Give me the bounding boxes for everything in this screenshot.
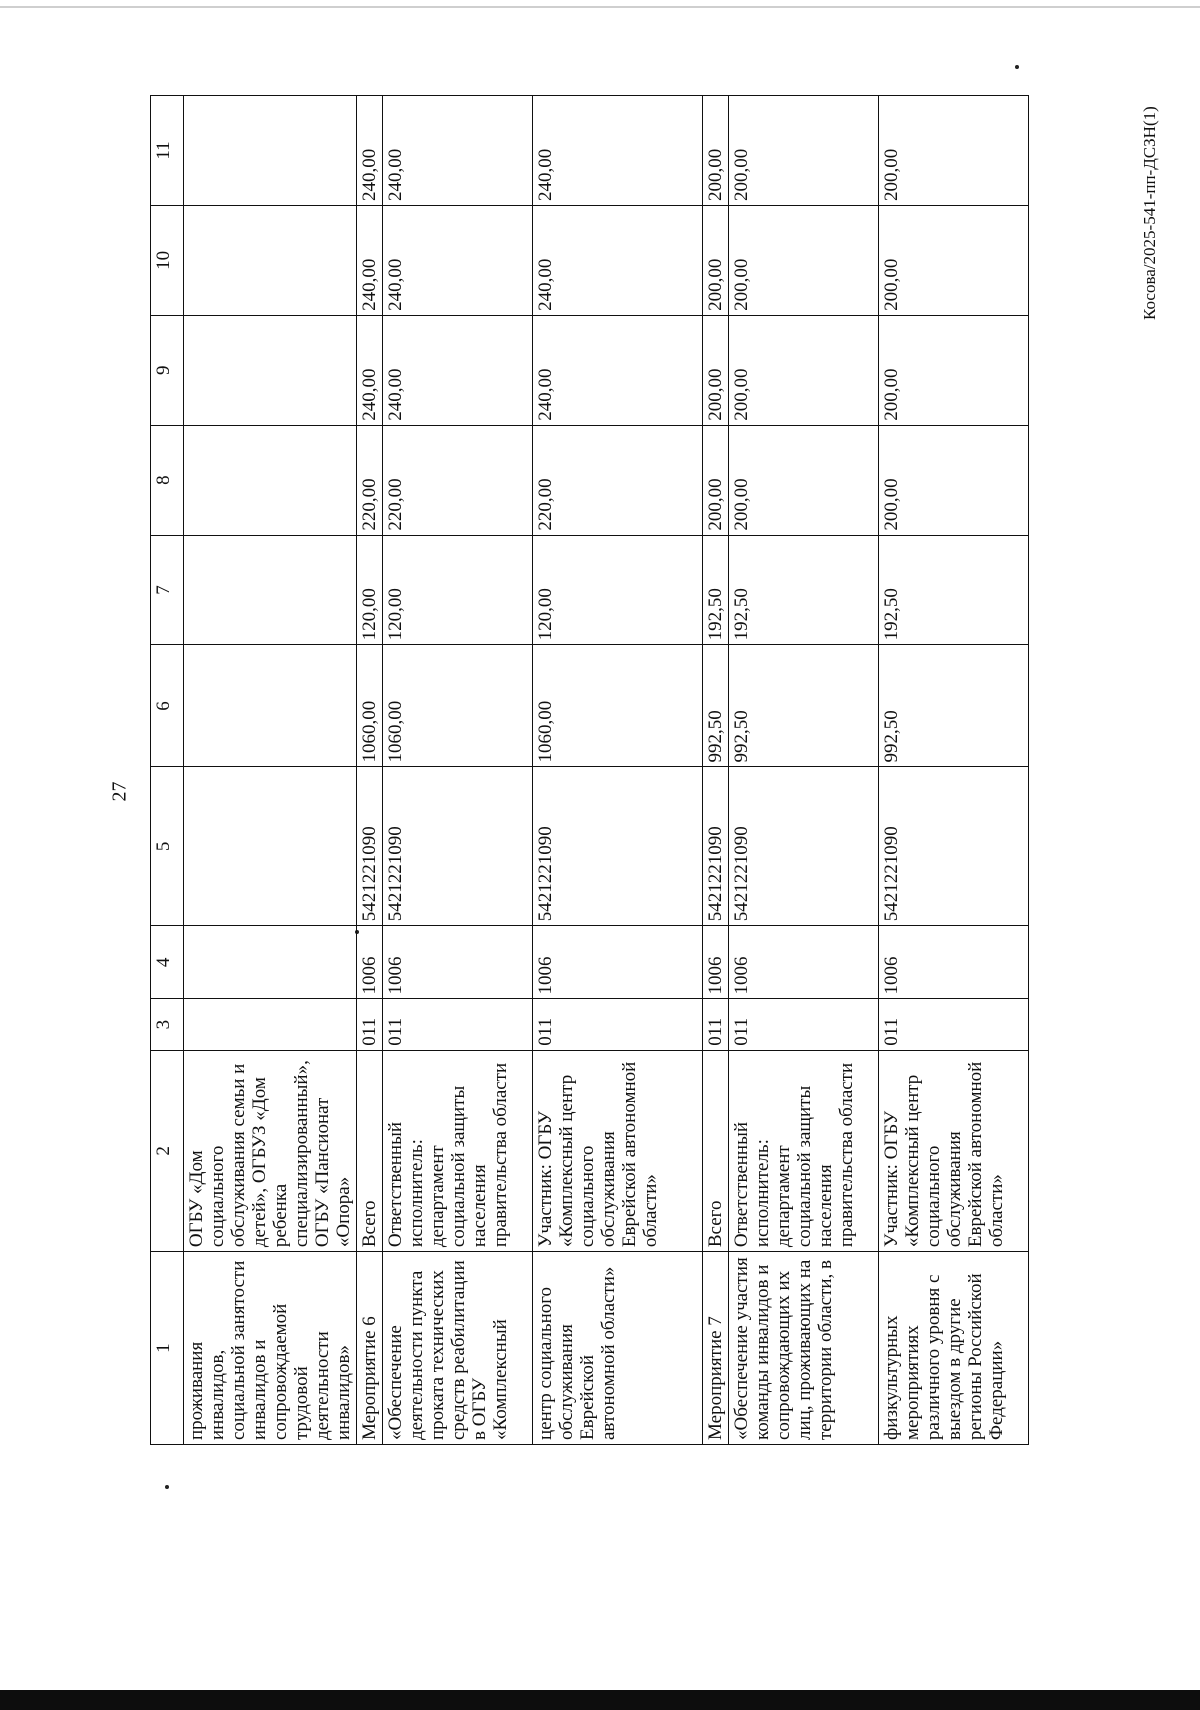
column-header: 10 [151,205,184,315]
table-cell: 240,00 [383,205,533,315]
table-cell [184,999,357,1050]
table-cell: 240,00 [383,315,533,425]
table-cell: 200,00 [703,425,729,535]
table-cell: Участник: ОГБУ «Комплексный центр социального обслуживания Еврейской автономной области» [533,1050,703,1251]
table-row [729,96,879,1445]
table-cell: 240,00 [533,315,703,425]
table-cell: 992,50 [879,645,1029,767]
table-cell: Всего [357,1050,383,1251]
table-cell: 120,00 [357,535,383,645]
table-cell: 200,00 [703,315,729,425]
table-cell: 011 [357,999,383,1050]
table-cell: 200,00 [729,205,879,315]
table-cell: «Обеспечение участия команды инвалидов и сопровождающих их лиц, проживающих на территории области, в [729,1252,879,1445]
table-cell: 5421221090 [729,767,879,926]
table-cell: 192,50 [879,535,1029,645]
table-row [184,96,357,1445]
budget-table [150,95,1029,1445]
table-cell: 1006 [533,926,703,999]
table-cell: физкультурных мероприятиях различного уровня с выездом в другие регионы Российской Федерации» [879,1252,1029,1445]
table-cell: 1006 [357,926,383,999]
table-row [533,96,703,1445]
table-row [357,96,383,1445]
table-header-row [151,96,184,1445]
table-cell [184,767,357,926]
table-cell: 1006 [703,926,729,999]
scan-edge-bottom [0,1690,1200,1710]
column-header: 8 [151,425,184,535]
column-header: 3 [151,999,184,1050]
rotated-table-container [150,95,1007,1445]
scan-speck [165,1485,169,1489]
column-header: 11 [151,96,184,206]
column-header: 4 [151,926,184,999]
table-cell: 992,50 [703,645,729,767]
page-number: 27 [108,781,131,802]
table-cell: Всего [703,1050,729,1251]
table-cell: 011 [533,999,703,1050]
table-cell: 200,00 [879,96,1029,206]
table-cell: 240,00 [383,96,533,206]
table-row [383,96,533,1445]
table-cell: 5421221090 [533,767,703,926]
table-cell: 011 [383,999,533,1050]
table-cell: 200,00 [879,205,1029,315]
table-cell: 1060,00 [357,645,383,767]
table-cell: 240,00 [533,205,703,315]
table-cell: 200,00 [729,425,879,535]
table-cell: 120,00 [533,535,703,645]
table-cell: Ответственный исполнитель: департамент социальной защиты населения правительства области [729,1050,879,1251]
table-cell: 011 [879,999,1029,1050]
table-cell: 5421221090 [879,767,1029,926]
table-cell: 240,00 [533,96,703,206]
column-header: 1 [151,1252,184,1445]
table-row [703,96,729,1445]
table-cell: 992,50 [729,645,879,767]
document-footer-code: Косова/2025-541-пп-ДСЗН(1) [1140,106,1159,320]
table-cell: 200,00 [729,315,879,425]
table-cell: 5421221090 [383,767,533,926]
table-cell [184,535,357,645]
table-cell: 240,00 [357,96,383,206]
table-cell: 1060,00 [383,645,533,767]
table-cell [184,645,357,767]
table-cell: 1006 [879,926,1029,999]
table-cell [184,315,357,425]
table-cell: 5421221090 [703,767,729,926]
scan-speck [1015,65,1019,69]
table-cell: 200,00 [729,96,879,206]
table-cell [184,205,357,315]
table-cell: Ответственный исполнитель: департамент социальной защиты населения правительства области [383,1050,533,1251]
table-cell: 1006 [729,926,879,999]
column-header: 7 [151,535,184,645]
table-cell: «Обеспечение деятельности пункта проката технических средств реабилитации в ОГБУ «Комплексный [383,1252,533,1445]
table-cell: 120,00 [383,535,533,645]
table-cell: центр социального обслуживания Еврейской автономной области» [533,1252,703,1445]
table-cell: 5421221090 [357,767,383,926]
table-cell: 1006 [383,926,533,999]
table-cell: 200,00 [703,205,729,315]
table-cell [184,926,357,999]
column-header: 6 [151,645,184,767]
table-cell: 192,50 [729,535,879,645]
column-header: 9 [151,315,184,425]
table-cell: 011 [729,999,879,1050]
table-cell: Участник: ОГБУ «Комплексный центр социального обслуживания Еврейской автономной области» [879,1050,1029,1251]
table-cell: 220,00 [533,425,703,535]
table-cell: 200,00 [879,315,1029,425]
table-cell [184,96,357,206]
table-cell: Мероприятие 7 [703,1252,729,1445]
column-header: 2 [151,1050,184,1251]
table-cell [184,425,357,535]
table-cell: 240,00 [357,205,383,315]
scan-edge-top [0,6,1200,8]
table-cell: ОГБУ «Дом социального обслуживания семьи и детей», ОГБУЗ «Дом ребенка специализированный», ОГБУ «Пансионат «Опора» [184,1050,357,1251]
table-cell: 011 [703,999,729,1050]
table-cell: 240,00 [357,315,383,425]
table-cell: 192,50 [703,535,729,645]
table-cell: 220,00 [357,425,383,535]
table-row [879,96,1029,1445]
table-cell: 200,00 [703,96,729,206]
table-cell: Мероприятие 6 [357,1252,383,1445]
table-cell: 200,00 [879,425,1029,535]
table-cell: 1060,00 [533,645,703,767]
table-cell: проживания инвалидов, социальной занятости инвалидов и сопровождаемой трудовой деятельности инвалидов» [184,1252,357,1445]
table-cell: 220,00 [383,425,533,535]
column-header: 5 [151,767,184,926]
